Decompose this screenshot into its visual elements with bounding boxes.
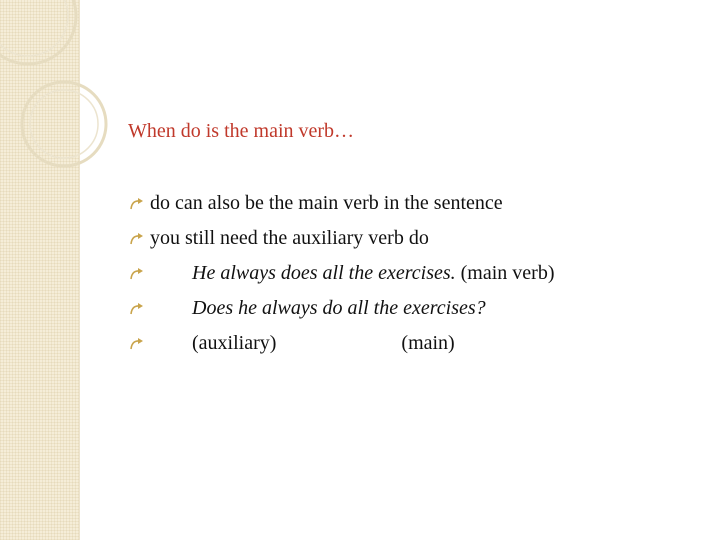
verb-role-labels <box>192 328 455 358</box>
bullet-text: do can also be the main verb in the sentence <box>150 192 503 214</box>
concentric-rings-icon <box>0 0 140 220</box>
main-label: (main) <box>401 332 455 354</box>
example-sentence <box>192 258 555 288</box>
example-question: Does he always do all the exercises? <box>192 297 486 319</box>
auxiliary-label: (auxiliary) <box>192 332 277 354</box>
bullet-text: you still need the auxiliary verb do <box>150 227 429 249</box>
curved-arrow-bullet-icon <box>130 337 146 351</box>
curved-arrow-bullet-icon <box>130 232 146 246</box>
curved-arrow-bullet-icon <box>130 302 146 316</box>
example-annotation: (main verb) <box>455 262 555 284</box>
curved-arrow-bullet-icon <box>130 197 146 211</box>
example-italic-text: He always does all the exercises. <box>192 262 456 284</box>
slide-title: When do is the main verb… <box>128 120 355 142</box>
curved-arrow-bullet-icon <box>130 267 146 281</box>
